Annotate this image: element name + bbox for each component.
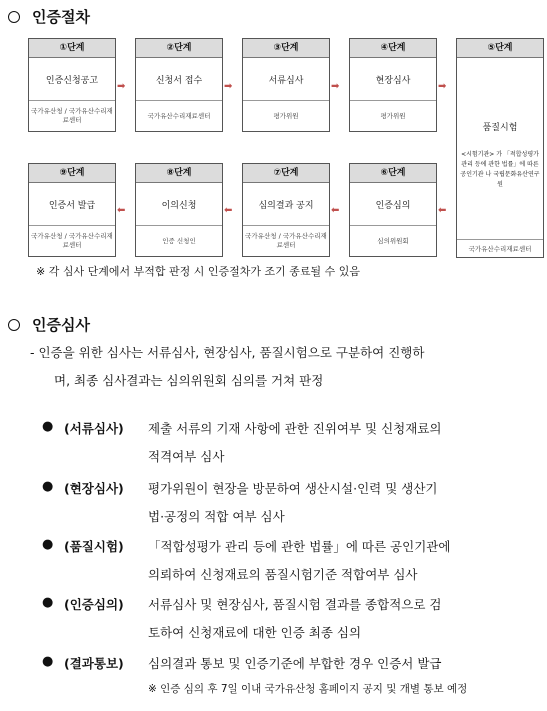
section-title-review [8, 314, 90, 335]
step-name: 이의신청 [136, 183, 222, 226]
bullet-dot-icon: ● [42, 479, 54, 494]
section-title-text: 인증절차 [32, 8, 90, 26]
arrow-left-icon: ⬅ [117, 205, 126, 216]
step-org: 평가위원 [273, 111, 299, 120]
step-number: ⑥단계 [350, 164, 436, 183]
step-name: 심의결과 공지 [243, 183, 329, 226]
step-3 [242, 38, 330, 132]
step-org: 심의위원회 [377, 236, 409, 245]
step-org: 국가유산청 / 국가유산수리재료센터 [31, 107, 113, 124]
section-title-procedure [8, 6, 90, 27]
item-label: (인증심의) [64, 597, 124, 612]
step-number: ③단계 [243, 39, 329, 58]
arrow-left-icon: ⬅ [331, 205, 340, 216]
step-8 [135, 163, 223, 257]
step-number: ④단계 [350, 39, 436, 58]
item-desc-2: 적격여부 심사 [148, 449, 225, 464]
arrow-left-icon: ⬅ [224, 205, 233, 216]
circle-bullet-icon [8, 319, 20, 331]
step-name: 서류심사 [243, 58, 329, 101]
step-4 [349, 38, 437, 132]
intro-line-2: 며, 최종 심사결과는 심의위원회 심의를 거쳐 판정 [54, 373, 324, 388]
item-label: (현장심사) [64, 481, 124, 496]
item-desc-1: 평가위원이 현장을 방문하여 생산시설·인력 및 생산기 [148, 481, 438, 496]
step-7 [242, 163, 330, 257]
step-number: ⑦단계 [243, 164, 329, 183]
item-desc-2: 토하여 신청재료에 대한 인증 최종 심의 [148, 625, 362, 640]
step-name: 인증심의 [350, 183, 436, 226]
step-9 [28, 163, 116, 257]
item-desc-1: 「적합성평가 관리 등에 관한 법률」에 따른 공인기관에 [148, 539, 451, 554]
item-desc-1: 제출 서류의 기재 사항에 관한 진위여부 및 신청재료의 [148, 421, 442, 436]
step-org: 국가유산수리재료센터 [147, 111, 211, 120]
step-name: 인증신청공고 [29, 58, 115, 101]
step-number: ⑧단계 [136, 164, 222, 183]
arrow-right-icon: ➡ [224, 81, 233, 92]
step-org: 국가유산청 / 국가유산수리재료센터 [245, 232, 327, 249]
arrow-left-icon: ⬅ [438, 205, 447, 216]
section-title-text: 인증심사 [32, 316, 90, 334]
item-label: (서류심사) [64, 421, 124, 436]
step-name: 신청서 접수 [136, 58, 222, 101]
item-desc-1: 심의결과 통보 및 인증기준에 부합한 경우 인증서 발급 [148, 656, 442, 671]
arrow-right-icon: ➡ [438, 81, 447, 92]
step-note: <시험기관> 가 「적합성평가 관리 등에 관한 법률」에 따른 공인기관 나 국립문화유산연구원 [460, 151, 540, 188]
step-org: 평가위원 [380, 111, 406, 120]
item-note: ※ 인증 심의 후 7일 이내 국가유산청 홈페이지 공지 및 개별 통보 예정 [148, 683, 468, 695]
step-number: ⑨단계 [29, 164, 115, 183]
bullet-dot-icon: ● [42, 419, 54, 434]
procedure-footnote: ※ 각 심사 단계에서 부적합 판정 시 인증절차가 조기 종료될 수 있음 [36, 265, 360, 278]
bullet-dot-icon: ● [42, 537, 54, 552]
step-name: 인증서 발급 [29, 183, 115, 226]
circle-bullet-icon [8, 11, 20, 23]
intro-line-1: - 인증을 위한 심사는 서류심사, 현장심사, 품질시험으로 구분하여 진행하 [30, 345, 425, 360]
item-desc-2: 법·공정의 적합 여부 심사 [148, 509, 285, 524]
item-label: (결과통보) [64, 656, 124, 671]
bullet-dot-icon: ● [42, 595, 54, 610]
step-5 [456, 38, 544, 258]
step-number: ②단계 [136, 39, 222, 58]
step-1 [28, 38, 116, 132]
arrow-right-icon: ➡ [117, 81, 126, 92]
step-org: 인증 신청인 [162, 236, 196, 245]
item-desc-2: 의뢰하여 신청재료의 품질시험기준 적합여부 심사 [148, 567, 418, 582]
step-2 [135, 38, 223, 132]
step-name: 품질시험 [482, 123, 518, 133]
step-org: 국가유산청 / 국가유산수리재료센터 [31, 232, 113, 249]
step-6 [349, 163, 437, 257]
step-name: 현장심사 [350, 58, 436, 101]
step-number: ①단계 [29, 39, 115, 58]
bullet-dot-icon: ● [42, 654, 54, 669]
item-label: (품질시험) [64, 539, 124, 554]
item-desc-1: 서류심사 및 현장심사, 품질시험 결과를 종합적으로 검 [148, 597, 442, 612]
arrow-right-icon: ➡ [331, 81, 340, 92]
step-org: 국가유산수리재료센터 [468, 245, 532, 253]
step-number: ⑤단계 [457, 39, 543, 58]
